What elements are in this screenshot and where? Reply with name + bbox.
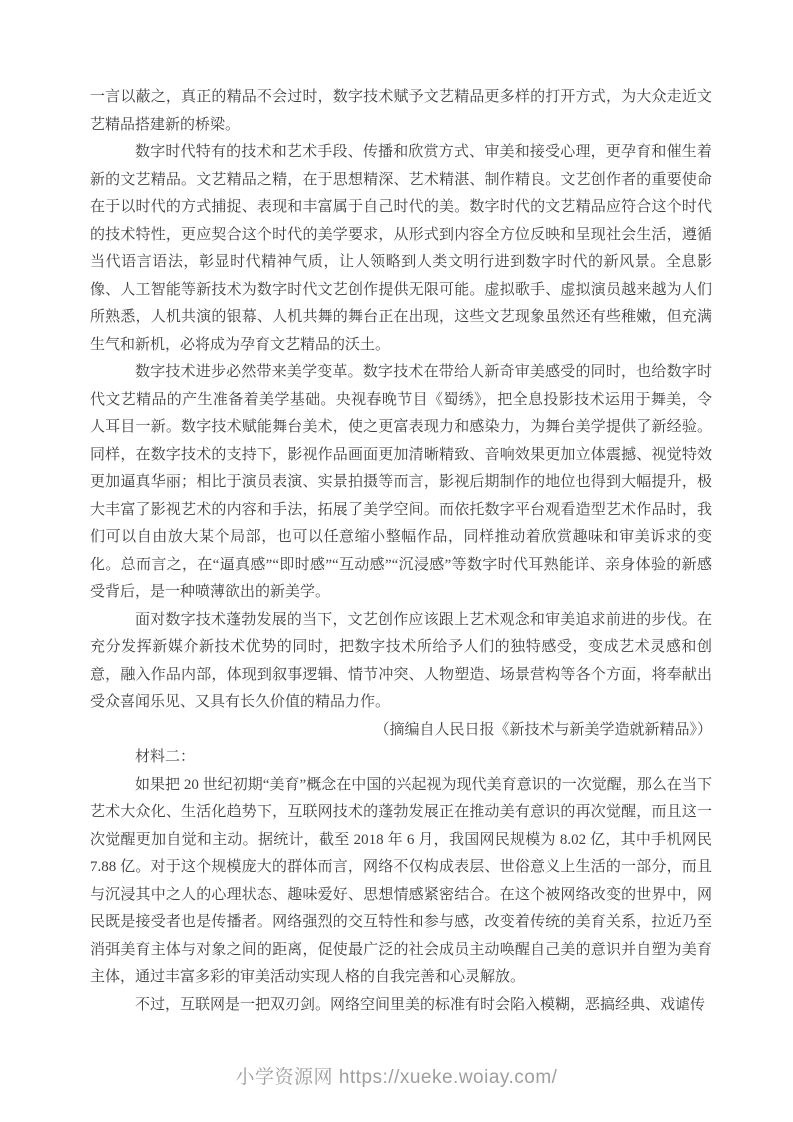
text-block <box>90 84 712 1019</box>
footer-watermark: 小学资源网 https://xueke.woiay.com/ <box>235 1067 558 1088</box>
body-paragraph-aesthetic-change: 数字技术进步必然带来美学变革。数字技术在带给人新奇审美感受的同时，也给数字时代文艺精品的产生准备着美学基础。央视春晚节目《蜀绣》，把全息投影技术运用于舞美，令人耳目一新。数字技术赋能舞台美术，使之更富表现力和感染力，为舞台美学提供了新经验。同样，在数字技术的支持下，影视作品画面更加清晰精致、音响效果更加立体震撼、视觉特效更加逼真华丽；相比于演员表演、实景拍摄等而言，影视后期制作的地位也得到大幅提升，极大丰富了影视艺术的内容和手法，拓展了美学空间。而依托数字平台观看造型艺术作品时，我们可以自由放大某个局部，也可以任意缩小整幅作品，同样推动着欣赏趣味和审美诉求的变化。总而言之，在“逼真感”“即时感”“互动感”“沉浸感”等数字时代耳熟能详、亲身体验的新感受背后，是一种喷薄欲出的新美学。 <box>90 364 712 600</box>
body-paragraph-double-edged-sword: 不过，互联网是一把双刃剑。网络空间里美的标准有时会陷入模糊，恶搞经典、戏谑传 <box>135 996 706 1013</box>
material-two-label: 材料二： <box>135 749 196 765</box>
body-paragraph-internet-aesthetic-education: 如果把 20 世纪初期“美育”概念在中国的兴起视为现代美育意识的一次觉醒，那么在当下艺术大众化、生活化趋势下，互联网技术的蓬勃发展正在推动美有意识的再次觉醒，而且这一次觉醒更加自觉和主动。据统计，截至 2018 年 6 月，我国网民规模为 8.02 亿，其中手机网民 7.88 亿。对于这个规模庞大的群体而言，网络不仅构成表层、世俗意义上生活的一部分，而且与沉浸其中之人的心理状态、趣味爱好、思想情感紧密结合。在这个被网络改变的世界中，网民既是接受者也是传播者。网络强烈的交互特性和参与感，改变着传统的美育关系，拉近乃至消弭美育主体与对象之间的距离，促使最广泛的社会成员主动唤醒自己美的意识并自塑为美育主体，通过丰富多彩的审美活动实现人格的自我完善和心灵解放。 <box>90 776 712 985</box>
body-paragraph-digital-era-qualities: 数字时代特有的技术和艺术手段、传播和欣赏方式、审美和接受心理，更孕育和催生着新的文艺精品。文艺精品之精，在于思想精深、艺术精湛、制作精良。文艺创作者的重要使命在于以时代的方式捕捉、表现和丰富属于自己时代的美。数字时代的文艺精品应符合这个时代的技术特性，更应契合这个时代的美学要求，从形式到内容全方位反映和呈现社会生活，遵循当代语言语法，彰显时代精神气质，让人领略到人类文明行进到数字时代的新风景。全息影像、人工智能等新技术为数字时代文艺创作提供无限可能。虚拟歌手、虚拟演员越来越为人们所熟悉，人机共演的银幕、人机共舞的舞台正在出现，这些文艺现象虽然还有些稚嫩，但充满生气和新机，必将成为孕育文艺精品的沃土。 <box>90 144 712 353</box>
attribution-line: （摘编自人民日报《新技术与新美学造就新精品》） <box>374 721 712 738</box>
continuation-paragraph: 一言以蔽之，真正的精品不会过时，数字技术赋予文艺精品更多样的打开方式，为大众走近文艺精品搭建新的桥梁。 <box>90 89 712 133</box>
body-paragraph-creation-outlook: 面对数字技术蓬勃发展的当下，文艺创作应该跟上艺术观念和审美追求前进的步伐。在充分发挥新媒介新技术优势的同时，把数字技术所给予人们的独特感受，变成艺术灵感和创意，融入作品内部，体现到叙事逻辑、情节冲突、人物塑造、场景营构等各个方面，将奉献出受众喜闻乐见、又具有长久价值的精品力作。 <box>90 611 712 710</box>
